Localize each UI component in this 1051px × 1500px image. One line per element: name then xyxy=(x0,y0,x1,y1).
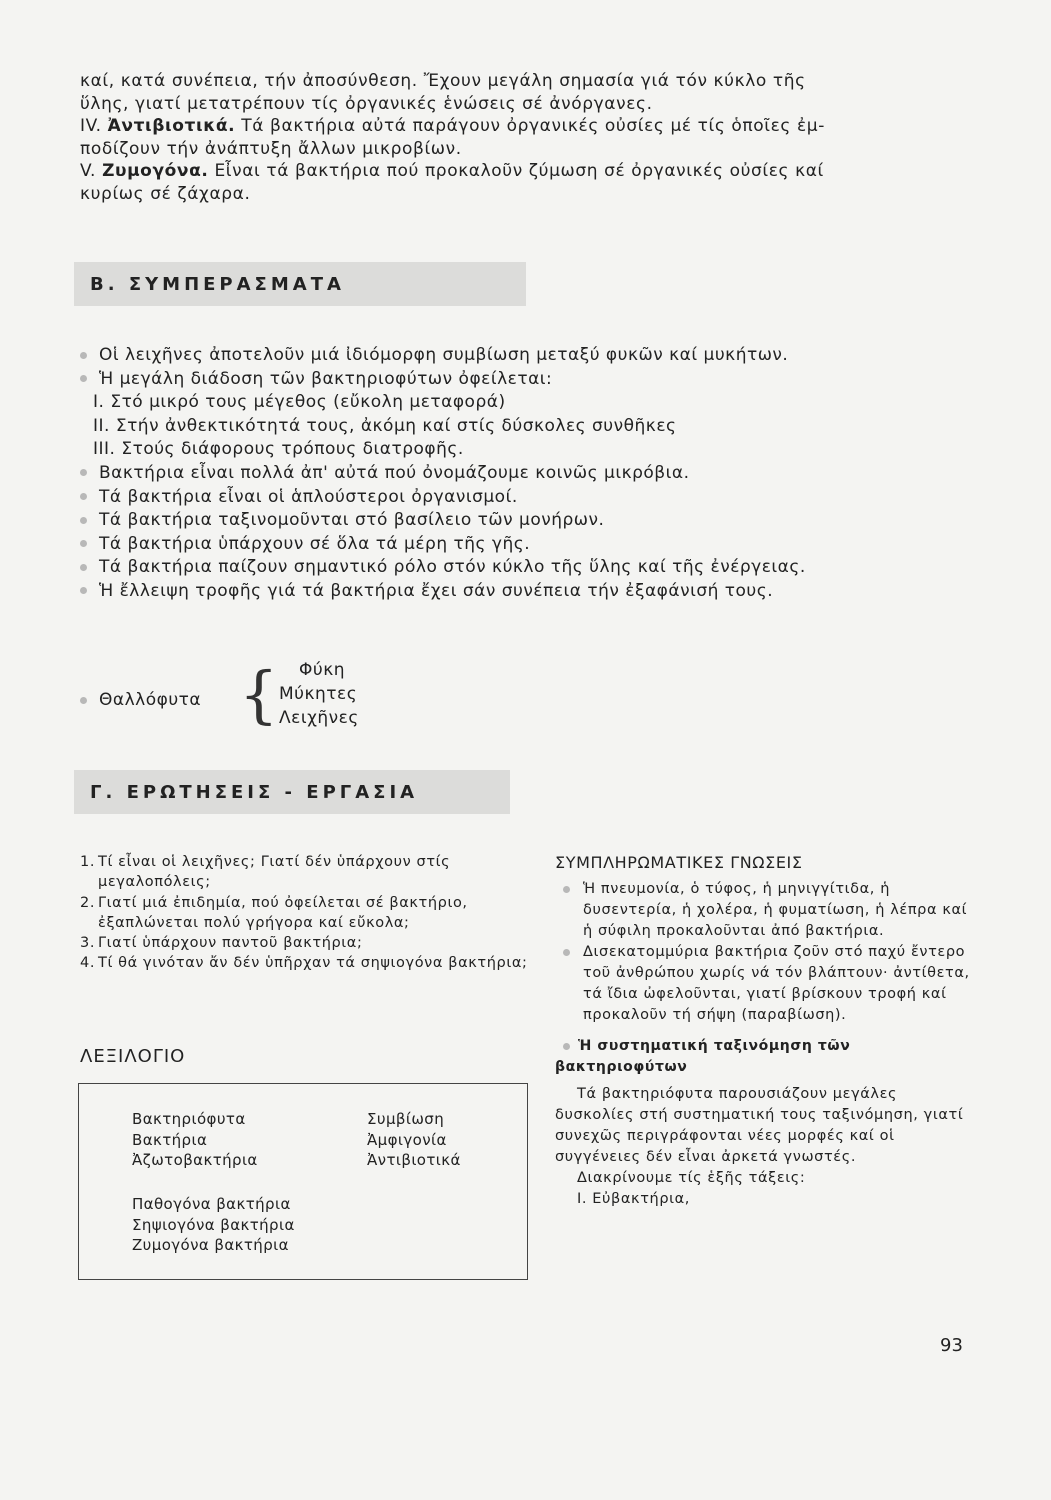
list-item xyxy=(80,580,980,604)
list-item xyxy=(80,344,980,368)
bullet-icon xyxy=(80,540,87,547)
thallophyta-label-text: Θαλλόφυτα xyxy=(99,690,202,710)
lexicon-term: Βακτήρια xyxy=(132,1130,208,1149)
page-number: 93 xyxy=(940,1335,963,1356)
lexicon-term: Ἀζωτοβακτήρια xyxy=(132,1151,258,1169)
supplementary-knowledge xyxy=(555,852,975,1210)
question-item xyxy=(80,953,530,973)
lexicon-box xyxy=(78,1083,528,1280)
supplementary-line: Διακρίνουμε τίς ἑξῆς τάξεις: xyxy=(577,1170,806,1186)
bullet-icon xyxy=(80,517,87,524)
supplementary-text: Ἡ πνευμονία, ὁ τύφος, ἡ μηνιγγίτιδα, ἡ δυσεντερία, ἡ χολέρα, ἡ φυματίωση, ἡ λέπρα καί ἡ σύφιλη προκαλοῦνται ἀπό βακτήρια. xyxy=(583,881,968,939)
question-text: Γιατί ὑπάρχουν παντοῦ βακτήρια; xyxy=(98,935,363,952)
section-heading-questions: Γ. ΕΡΩΤΗΣΕΙΣ - ΕΡΓΑΣΙΑ xyxy=(74,770,510,814)
list-item-text: Οἱ λειχῆνες ἀποτελοῦν μιά ἰδιόμορφη συμβίωση μεταξύ φυκῶν καί μυκήτων. xyxy=(99,345,789,365)
bullet-icon xyxy=(563,1043,570,1050)
lexicon-term: Παθογόνα βακτήρια xyxy=(132,1195,291,1213)
conclusions-list xyxy=(80,344,980,604)
intro-text xyxy=(80,70,960,205)
intro-line: ὕλης, γιατί μετατρέπουν τίς ὀργανικές ἑνώσεις σέ ἀνόργανες. xyxy=(80,93,653,114)
list-item xyxy=(80,533,980,557)
list-item-text: Τά βακτήρια ὑπάρχουν σέ ὅλα τά μέρη τῆς γῆς. xyxy=(99,533,531,554)
question-item xyxy=(80,933,530,953)
list-item-text: Τά βακτήρια εἶναι οἱ ἁπλούστεροι ὀργανισμοί. xyxy=(99,486,518,507)
sub-list-item: III. Στούς διάφορους τρόπους διατροφῆς. xyxy=(93,439,464,460)
thallophyta-label xyxy=(80,690,201,710)
bullet-icon xyxy=(80,352,87,359)
item-text: Εἶναι τά βακτήρια πού προκαλοῦν ζύμωση σέ ὀργανικές οὐσίες καί xyxy=(214,161,824,181)
list-item-text: Τά βακτήρια ταξινομοῦνται στό βασίλειο τῶν μονήρων. xyxy=(99,510,605,531)
question-text: Τί εἶναι οἱ λειχῆνες; Γιατί δέν ὑπάρχουν στίς μεγαλοπόλεις; xyxy=(98,854,451,891)
supplementary-paragraph: Τά βακτηριόφυτα παρουσιάζουν μεγάλες δυσκολίες στή συστηματική τους ταξινόμηση, γιατί συνεχῶς περιγράφονται νέες μορφές καί οἱ συγγένειες δέν εἶναι ἀρκετά γνωστές. xyxy=(555,1086,964,1165)
sub-list-item: I. Στό μικρό τους μέγεθος (εὔκολη μεταφορά) xyxy=(93,392,506,413)
question-number: 1. xyxy=(80,854,96,870)
bullet-icon xyxy=(80,564,87,571)
curly-brace-icon: { xyxy=(239,658,279,731)
lexicon-term: Συμβίωση xyxy=(367,1110,445,1128)
supplementary-subheading xyxy=(555,1036,975,1078)
list-item xyxy=(80,509,980,533)
supplementary-subheading-text: Ἡ συστηματική ταξινόμηση τῶν βακτηριοφύτων xyxy=(555,1038,851,1075)
supplementary-line: I. Εὐβακτήρια, xyxy=(577,1191,691,1207)
supplementary-item xyxy=(555,942,975,1026)
supplementary-item xyxy=(555,879,975,942)
item-text: Τά βακτήρια αὐτά παράγουν ὀργανικές οὐσίες μέ τίς ὁποῖες ἐμ- xyxy=(241,116,825,136)
supplementary-title: ΣΥΜΠΛΗΡΩΜΑΤΙΚΕΣ ΓΝΩΣΕΙΣ xyxy=(555,853,803,872)
section-heading-conclusions: Β. ΣΥΜΠΕΡΑΣΜΑΤΑ xyxy=(74,262,526,306)
list-item-text: Βακτήρια εἶναι πολλά ἀπ' αὐτά πού ὀνομάζουμε κοινῶς μικρόβια. xyxy=(99,462,690,483)
lexicon-column xyxy=(132,1194,295,1256)
supplementary-text: Δισεκατομμύρια βακτήρια ζοῦν στό παχύ ἔντερο τοῦ ἀνθρώπου χωρίς νά τόν βλάπτουν· ἀντίθετα, τά ἴδια ὠφελοῦνται, γιατί βρίσκουν τροφή καί προκαλοῦν τή σήψη (παραβίωση). xyxy=(583,944,970,1023)
item-zymogenic xyxy=(80,160,960,183)
sub-list-item: II. Στήν ἀνθεκτικότητά τους, ἀκόμη καί στίς δύσκολες συνθῆκες xyxy=(93,415,677,436)
intro-line: ποδίζουν τήν ἀνάπτυξη ἄλλων μικροβίων. xyxy=(80,138,462,159)
question-text: Τί θά γινόταν ἄν δέν ὑπῆρχαν τά σηψιογόνα βακτήρια; xyxy=(98,955,528,972)
question-number: 3. xyxy=(80,935,96,952)
lexicon-term: Βακτηριόφυτα xyxy=(132,1110,246,1128)
thallophyta-item: Λειχῆνες xyxy=(279,708,359,728)
bullet-icon xyxy=(563,886,570,893)
question-number: 4. xyxy=(80,955,96,972)
question-item xyxy=(80,893,530,934)
thallophyta-item: Μύκητες xyxy=(279,684,358,704)
bullet-icon xyxy=(80,469,87,476)
question-item xyxy=(80,852,530,893)
list-item xyxy=(80,486,980,510)
lexicon-column xyxy=(132,1109,258,1171)
list-item xyxy=(80,368,980,392)
bullet-icon xyxy=(80,697,87,704)
list-item xyxy=(80,556,980,580)
bullet-icon xyxy=(563,949,570,956)
item-number: V. xyxy=(80,161,97,181)
intro-line: καί, κατά συνέπεια, τήν ἀποσύνθεση. Ἔχουν μεγάλη σημασία γιά τόν κύκλο τῆς xyxy=(80,71,806,91)
lexicon-term: Ἀμφιγονία xyxy=(367,1130,447,1149)
question-text: Γιατί μιά ἐπιδημία, πού ὀφείλεται σέ βακτήριο, ἐξαπλώνεται πολύ γρήγορα καί εὔκολα; xyxy=(98,894,468,931)
bullet-icon xyxy=(80,587,87,594)
bullet-icon xyxy=(80,493,87,500)
question-number: 2. xyxy=(80,894,96,911)
lexicon-column xyxy=(367,1109,461,1171)
item-title: Ἀντιβιοτικά. xyxy=(107,116,236,136)
questions-list xyxy=(80,852,530,974)
lexicon-term: Ζυμογόνα βακτήρια xyxy=(132,1236,289,1254)
thallophyta-items xyxy=(279,658,359,730)
item-number: IV. xyxy=(80,116,102,136)
list-item-text: Τά βακτήρια παίζουν σημαντικό ρόλο στόν κύκλο τῆς ὕλης καί τῆς ἐνέργειας. xyxy=(99,557,806,578)
list-item xyxy=(80,462,980,486)
list-item-text: Ἡ ἔλλειψη τροφῆς γιά τά βακτήρια ἔχει σάν συνέπεια τήν ἐξαφάνισή τους. xyxy=(99,580,774,601)
lexicon-term: Ἀντιβιοτικά xyxy=(367,1151,461,1169)
lexicon-term: Σηψιογόνα βακτήρια xyxy=(132,1215,295,1234)
item-title: Ζυμογόνα. xyxy=(102,161,209,181)
bullet-icon xyxy=(80,375,87,382)
intro-line: κυρίως σέ ζάχαρα. xyxy=(80,183,251,204)
lexicon-title: ΛΕΞΙΛΟΓΙΟ xyxy=(80,1046,186,1067)
item-antibiotics xyxy=(80,115,960,138)
thallophyta-item: Φύκη xyxy=(299,660,346,680)
list-item-text: Ἡ μεγάλη διάδοση τῶν βακτηριοφύτων ὀφείλεται: xyxy=(99,368,553,389)
